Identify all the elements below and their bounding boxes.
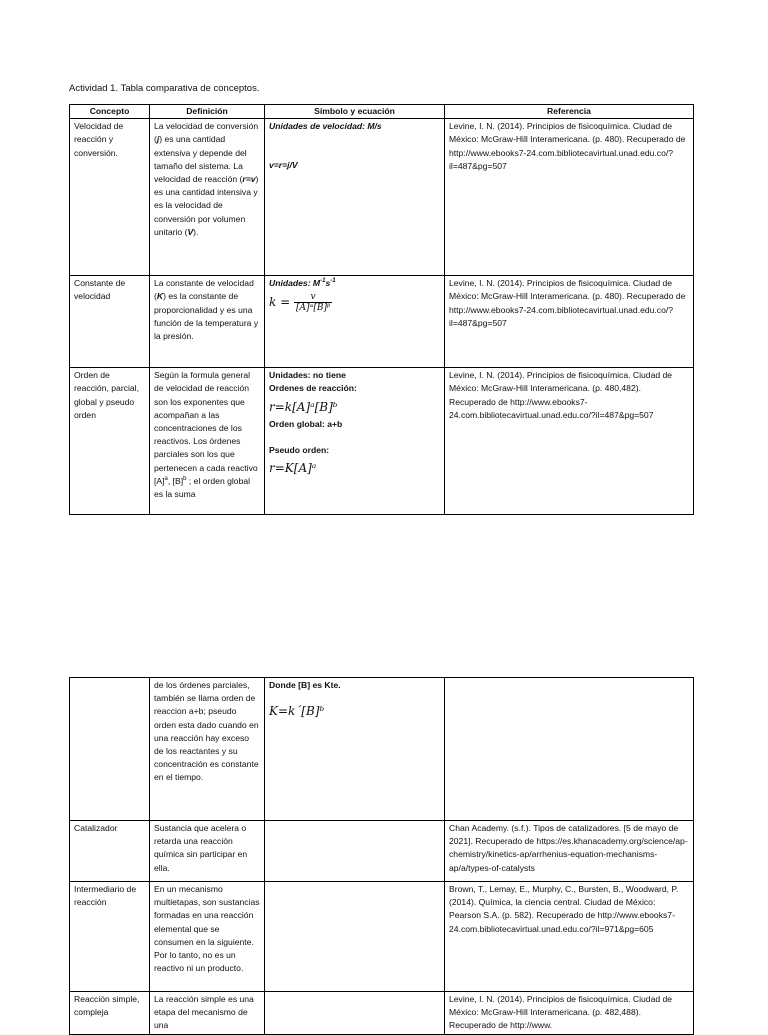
cell-definicion: de los órdenes parciales, también se llama orden de reaccion a+b; pseudo orden esta dado cuando en una reacción hay exceso de los reactantes y su concentración es constante en el tiempo. [150,678,265,821]
cell-concepto: Orden de reacción, parcial, global y pseudo orden [70,368,150,515]
equation-orden: r=k[A]ᵃ[B]ᵇ [269,399,338,414]
cell-referencia: Levine, I. N. (2014). Principios de fisicoquímica. Ciudad de México: McGraw-Hill Interamericana. (p. 482,488). Recuperado de http://www. [445,992,694,1035]
cell-simbolo [265,821,445,882]
pseudo-order-label: Pseudo orden: [269,444,330,455]
table-row [70,821,694,882]
header-referencia: Referencia [445,105,694,119]
global-order-text: Orden global: a+b [269,418,343,429]
equation-velocidad: v=r=j/V [269,160,298,171]
table-row [70,678,694,821]
table-row [70,276,694,368]
cell-referencia: Brown, T., Lemay, E., Murphy, C., Bursten, B., Woodward, P. (2014). Química, la ciencia central. Ciudad de México: Pearson S.A. (p. 582). Recuperado de http://www.ebooks7-24.com.bibliotecavirtual.unad.edu.co/?il=971&pg=605 [445,882,694,992]
cell-concepto: Constante de velocidad [70,276,150,368]
cell-definicion: En un mecanismo multietapas, son sustancias formadas en una reacción elemental que se consumen en la siguiente. Por lo tanto, no es un reactivo ni un producto. [150,882,265,992]
cell-simbolo [265,882,445,992]
cell-simbolo: Unidades de velocidad: M/s v=r=j/V [265,119,445,276]
cell-simbolo: Unidades: $M^{-1}s^{-1}$ k = $\frac{v}{\text{[A]ᵅ[B]ᵝ}}$ [265,276,445,368]
equation-pseudo: r=K[A]ᵃ [269,461,317,476]
cell-simbolo [265,992,445,1035]
cell-concepto [70,678,150,821]
table-row [70,882,694,992]
cell-simbolo [265,678,445,821]
cell-concepto: Velocidad de reacción y conversión. [70,119,150,276]
orders-label: Ordenes de reacción: [269,383,357,394]
table-row [70,119,694,276]
cell-simbolo [265,368,445,515]
cell-concepto: Catalizador [70,821,150,882]
cell-referencia: Levine, I. N. (2014). Principios de fisicoquímica. Ciudad de México: McGraw-Hill Interamericana. (p. 480). Recuperado de http://www.ebooks7-24.com.bibliotecavirtual.unad.edu.co/?il=487&pg=507 [445,276,694,368]
units-text: Unidades: no tiene [269,370,346,381]
cell-referencia: Chan Academy. (s.f.). Tipos de catalizadores. [5 de mayo de 2021]. Recuperado de https://es.khanacademy.org/science/ap-chemistry/kinetics-ap/arrhenius-equation-mechanisms-ap/a/types-of-catalysts [445,821,694,882]
units-label: Unidades de velocidad [269,121,363,132]
cell-referencia [445,678,694,821]
header-concepto: Concepto [70,105,150,119]
donde-text: Donde [B] es Kte. [269,680,341,690]
document-caption: Actividad 1. Tabla comparativa de conceptos. [69,83,260,94]
table-header-row [70,105,694,119]
equation-pseudo-constant: K=k´[B]ᵇ [269,704,325,719]
cell-referencia: Levine, I. N. (2014). Principios de fisicoquímica. Ciudad de México: McGraw-Hill Interamericana. (p. 480). Recuperado de http://www.ebooks7-24.com.bibliotecavirtual.unad.edu.co/?il=487&pg=507 [445,119,694,276]
cell-definicion: La reacción simple es una etapa del mecanismo de una [150,992,265,1035]
header-definicion: Definición [150,105,265,119]
equation-constante: k = $\frac{v}{\text{[A]ᵅ[B]ᵝ}}$ [269,292,331,314]
table-row [70,992,694,1035]
cell-concepto: Intermediario de reacción [70,882,150,992]
header-simbolo: Símbolo y ecuación [265,105,445,119]
cell-definicion: Sustancia que acelera o retarda una reacción química sin participar en ella. [150,821,265,882]
table-row [70,368,694,515]
cell-definicion: Según la formula general de velocidad de reacción son los exponentes que acompañan a las concentraciones de los reactivos. Los órdenes parciales son los que pertenecen a cada reactivo $[A]^a$, $[B]^b$ ; el orden global es la suma [150,368,265,515]
cell-concepto: Reacción simple, compleja [70,992,150,1035]
cell-definicion: La velocidad de conversión (j) es una cantidad extensiva y depende del tamaño del sistema. La velocidad de reacción (r=v) es una cantidad intensiva y es la velocidad de conversión por volumen unitario (V). [150,119,265,276]
cell-definicion: La constante de velocidad (K) es la constante de proporcionalidad y es una función de la temperatura y la presión. [150,276,265,368]
concept-table-part-2 [69,677,694,1035]
concept-table-part-1 [69,104,694,515]
cell-referencia: Levine, I. N. (2014). Principios de fisicoquímica. Ciudad de México: McGraw-Hill Interamericana. (p. 480,482). Recuperado de http://www.ebooks7-24.com.bibliotecavirtual.unad.edu.co/?il=487&pg=507 [445,368,694,515]
